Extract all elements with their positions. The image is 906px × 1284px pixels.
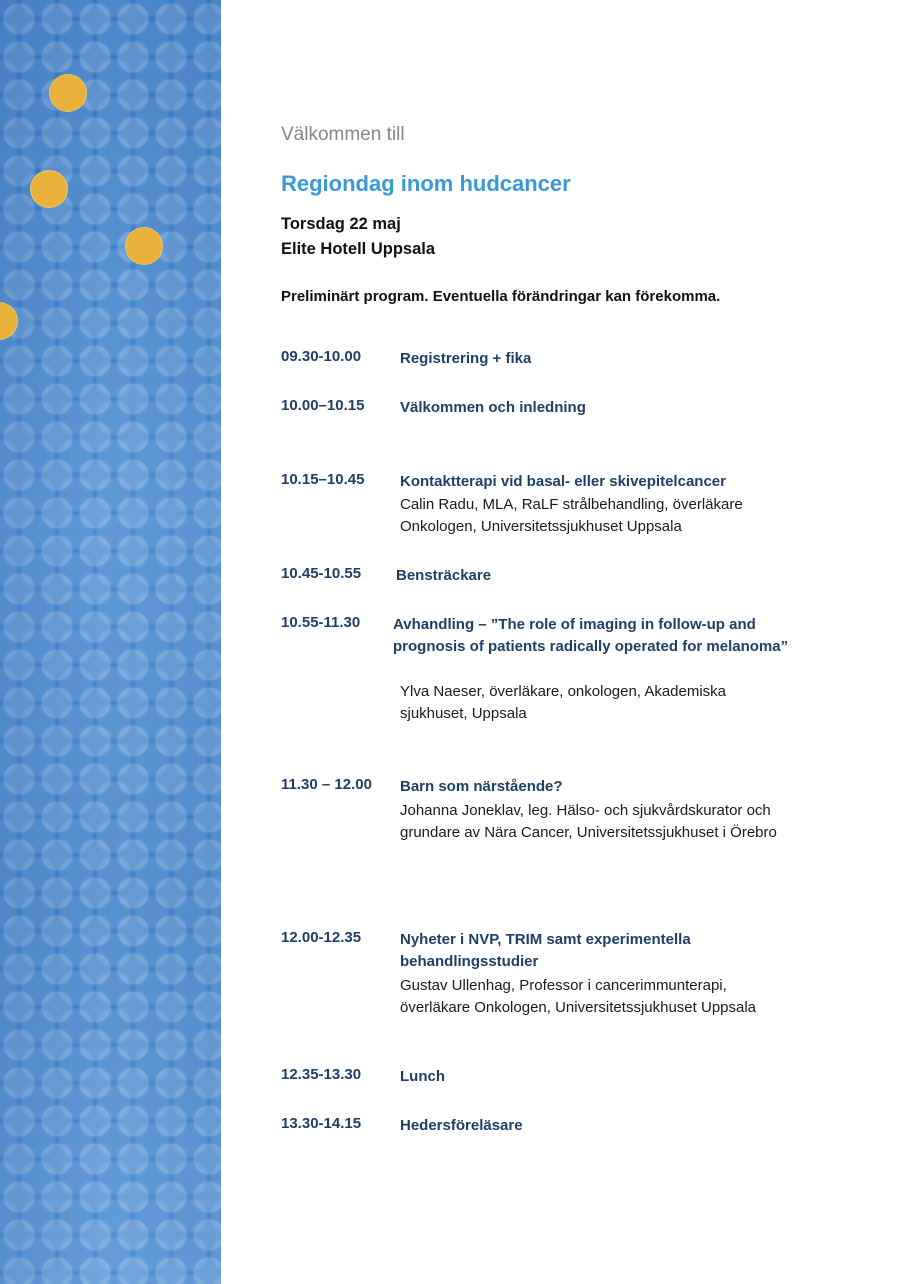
program-topic: Nyheter i NVP, TRIM samt experimentella behandlingsstudier bbox=[400, 931, 691, 970]
program-topic: Lunch bbox=[400, 1068, 445, 1085]
program-speaker: Calin Radu, MLA, RaLF strålbehandling, överläkare Onkologen, Universitetssjukhuset Uppsala bbox=[400, 496, 743, 535]
program-topic: Kontaktterapi vid basal- eller skivepitelcancer bbox=[400, 473, 726, 490]
program-time: 13.30-14.15 bbox=[281, 1115, 362, 1132]
program-time: 10.00–10.15 bbox=[281, 397, 365, 414]
event-date: Torsdag 22 maj bbox=[281, 215, 401, 233]
program-time: 12.35-13.30 bbox=[281, 1066, 362, 1083]
program-topic: Avhandling – ”The role of imaging in follow-up and prognosis of patients radically operated for melanoma” bbox=[393, 616, 789, 655]
program-time: 10.45-10.55 bbox=[281, 565, 362, 582]
welcome-text: Välkommen till bbox=[281, 124, 405, 145]
program-time: 10.15–10.45 bbox=[281, 471, 365, 488]
decorative-sidebar bbox=[0, 0, 221, 1284]
program-topic: Välkommen och inledning bbox=[400, 399, 586, 416]
yellow-dot bbox=[49, 74, 87, 112]
program-topic: Registrering + fika bbox=[400, 350, 532, 367]
program-topic: Bensträckare bbox=[396, 567, 492, 584]
program-speaker: Gustav Ullenhag, Professor i cancerimmunterapi, överläkare Onkologen, Universitetssjukhuset Uppsala bbox=[400, 977, 757, 1016]
event-title: Regiondag inom hudcancer bbox=[281, 171, 571, 196]
program-speaker: Ylva Naeser, överläkare, onkologen, Akademiska sjukhuset, Uppsala bbox=[400, 683, 727, 722]
program-topic: Barn som närstående? bbox=[400, 778, 563, 795]
program-topic: Hedersföreläsare bbox=[400, 1117, 523, 1134]
preliminary-note: Preliminärt program. Eventuella förändringar kan förekomma. bbox=[281, 288, 721, 305]
event-venue: Elite Hotell Uppsala bbox=[281, 240, 436, 258]
yellow-dot bbox=[30, 170, 68, 208]
program-speaker: Johanna Joneklav, leg. Hälso- och sjukvårdskurator och grundare av Nära Cancer, Universitetssjukhuset i Örebro bbox=[400, 802, 777, 841]
yellow-dot bbox=[125, 227, 163, 265]
program-time: 10.55-11.30 bbox=[281, 614, 361, 631]
program-time: 12.00-12.35 bbox=[281, 929, 362, 946]
program-time: 09.30-10.00 bbox=[281, 348, 362, 365]
program-time: 11.30 – 12.00 bbox=[281, 776, 372, 793]
